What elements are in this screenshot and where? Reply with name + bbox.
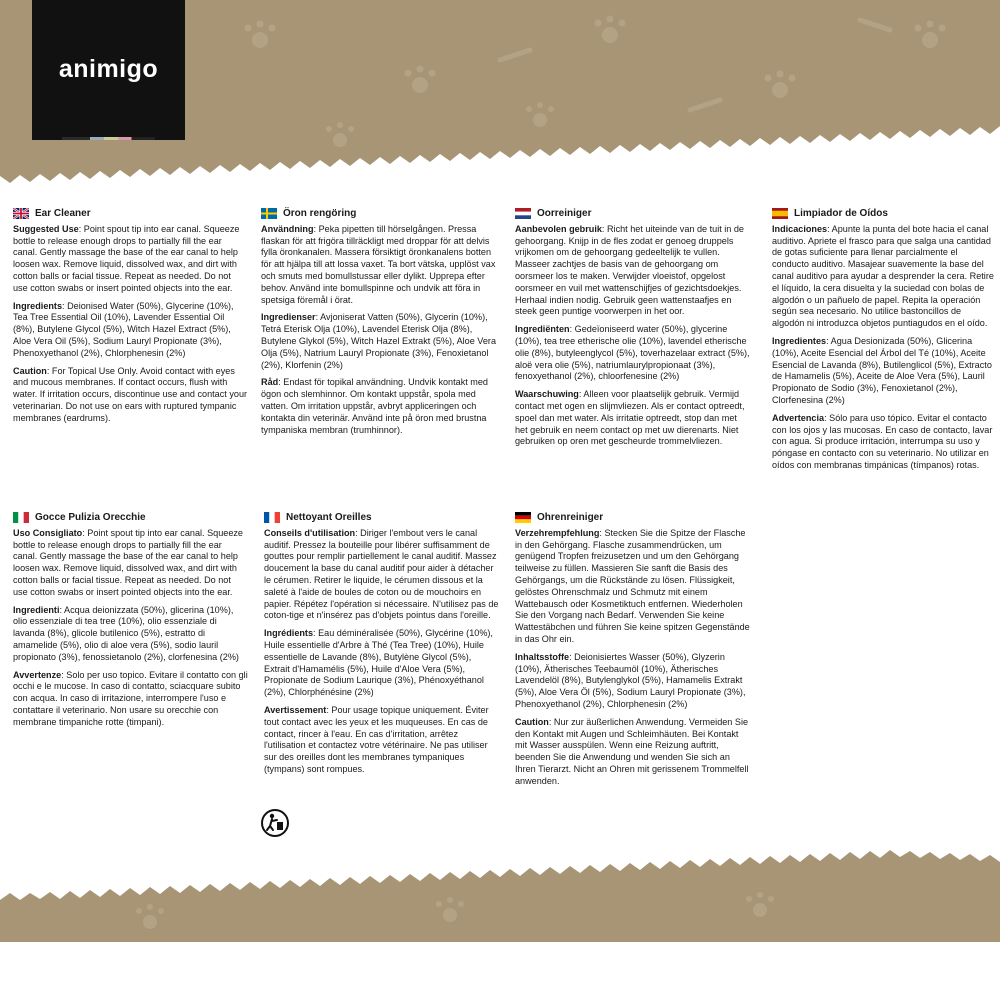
ingredients-paragraph: Ingredienser: Avjoniserat Vatten (50%), Glycerin (10%), Tetrá Eterisk Olja (10%), Lavendel Eterisk Olja (8%), Butylene Glykol (5%), Witch Hazel Extrakt (5%), Aloe Vera Olja (5%), Natrium Lauryl Propionate (3%), Fenoxietanol (2%), Klorfenin (2%) [261, 312, 497, 370]
caution-text: Pour usage topique uniquement. Éviter tout contact avec les yeux et les muqueuses. En cas de contact, rincer à l'eau. En cas d'irritation, arrêtez l'utilisation et contactez votre vétérinaire. Ne pas utiliser sur des oreilles dont les membranes tympaniques (tympans) sont rompues. [264, 704, 489, 774]
italy-flag-icon [13, 512, 29, 523]
usage-label: Aanbevolen gebruik [515, 223, 602, 234]
usage-label: Användning [261, 223, 314, 234]
usage-text: Point spout tip into ear canal. Squeeze bottle to release enough drops to partially fill the ear canal. Gently massage the base of the ear canal to help loosen wax. Remove liquid, dissolved wax, and dirt with cotton balls or facial tissue. Repeat as needed. Do not use cotton swabs or insert pointed objects into the ear. [13, 527, 243, 597]
ingredients-text: Deionisiertes Wasser (50%), Glyzerin (10%), Ätherisches Teebaumöl (10%), Ätherisches Lavendelöl (8%), Butylenglykol (5%), Hamamelis Extrakt (5%), Aloe Vera Öl (5%), Sodium Lauryl Propionate (3%), Phenoxyethanol (2%), Chlorphenesin (2%) [515, 651, 746, 709]
section-heading [772, 208, 994, 220]
usage-label: Indicaciones [772, 223, 828, 234]
section-ear-cleaner-es [772, 208, 994, 478]
usage-text: Point spout tip into ear canal. Squeeze bottle to release enough drops to partially fill the ear canal. Gently massage the base of the ear canal to help loosen wax. Remove liquid, dissolved wax, and dirt with cotton balls or facial tissue. Repeat as needed. Do not use cotton swabs or insert pointed objects into the ear. [13, 223, 240, 293]
usage-paragraph: Conseils d'utilisation: Diriger l'embout vers le canal auditif. Pressez la bouteille pour libérer suffisamment de gouttes pour remplir partiellement le canal auditif. Massez doucement la base du canal auditif pour aider à détacher le cérumen. Retirer le liquide, le cérumen dissous et la saleté à l'aide de boules de coton ou de mouchoirs en papier. Répétez l'opération si nécessaire. N'utilisez pas de coton-tige et n'insérez pas d'objets pointus dans l'oreille. [264, 527, 499, 621]
section-ear-cleaner-de [515, 512, 750, 794]
caution-label: Råd [261, 377, 279, 388]
usage-text: Richt het uiteinde van de tuit in de gehoorgang. Knijp in de fles zodat er genoeg druppels vrijkomen om de gehoorgang gedeeltelijk te vullen. Masseer zachtjes de basis van de gehoorgang om oorsmeer los te maken. Verwijder vloeistof, opgelost oorsmeer en vuil met wattenschijfjes of gezichtsdoekjes. Herhaal indien nodig. Gebruik geen wattenstaafjes en steek geen puntige voorwerpen in het oor. [515, 223, 744, 317]
section-ear-cleaner-nl [515, 208, 750, 454]
usage-text: Diriger l'embout vers le canal auditif. Pressez la bouteille pour libérer suffisamment de gouttes pour remplir partiellement le canal auditif. Massez doucement la base du canal auditif pour aider à détacher le cérumen. Retirer le liquide, le cérumen dissous et la saleté à l'aide de boules de coton ou de mouchoirs en papier. Répétez l'opération si nécessaire. N'utilisez pas de coton-tige et n'insérez pas d'objets pointus dans l'oreille. [264, 527, 499, 621]
usage-text: Apunte la punta del bote hacia el canal auditivo. Apriete el frasco para que salga una cantidad de gotas suficiente para llenar parcialmente el conducto auditivo. Masajear suavemente la base del canal auditivo para ayudar a desprender la cera. Retire el líquido, la cera disuelta y la suciedad con bolas de algodón o un pañuelo de papel. Repita la operación según sea necesario. No utilice bastoncillos de algodón ni introduzca objetos puntiagudos en el oído. [772, 223, 994, 329]
caution-text: Nur zur äußerlichen Anwendung. Vermeiden Sie den Kontakt mit Augen und Schleimhäuten. Bei Kontakt mit Wasser ausspülen. Wenn eine Reizung auftritt, beenden Sie die Anwendung und wenden Sie sich an Ihren Tierarzt. Nicht an Ohren mit gerissenem Trommelfell anwenden. [515, 716, 749, 786]
dispose-responsibly-icon [260, 808, 290, 838]
section-title: Ear Cleaner [35, 208, 91, 219]
ingredients-text: Gedeïoniseerd water (50%), glycerine (10%), tea tree etherische olie (10%), lavendel etherische olie (8%), butyleenglycol (5%), toverhazelaar extract (5%), aloë vera olie (5%), natriumlaurylpropionaat (3%), fenoxyethanol (2%), chloorfenesine (2%) [515, 324, 750, 382]
usage-paragraph: Verzehrempfehlung: Stecken Sie die Spitze der Flasche in den Gehörgang. Flasche zusammendrücken, um genügend Tropfen freizusetzen und um den Gehörgang teilweise zu füllen. Massieren Sie sanft die Basis des Gehörgangs, um die Rückstände zu lösen. Flüssigkeit, gelöstes Ohrenschmalz und Schmutz mit einem Wattebausch oder Kosmetiktuch entfernen. Wiederholen Sie den Vorgang nach Bedarf. Verwenden Sie keine Wattestäbchen und führen Sie keine spitzen Gegenstände in das Ohr ein. [515, 527, 750, 644]
caution-paragraph: Råd: Endast för topikal användning. Undvik kontakt med ögon och slemhinnor. Om kontakt uppstår, spola med vatten. Om irritation uppstår, avbryt appliceringen och kontakta din veterinär. Använd inte på öron med brustna tympaniska membran (trumhinnor). [261, 377, 488, 435]
caution-text: Alleen voor plaatselijk gebruik. Vermijd contact met ogen en slijmvliezen. Als er contact optreedt, spoel dan met water. Als irritatie optreedt, stop dan met het gebruik en neem contact op met uw dierenarts. Niet gebruiken op oren met gescheurde trommelvliezen. [515, 389, 745, 447]
ingredients-label: Ingrediënten [515, 324, 570, 335]
caution-text: Endast för topikal användning. Undvik kontakt med ögon och slemhinnor. Om kontakt uppstår, spola med vatten. Om irritation uppstår, avbryt appliceringen och kontakta din veterinär. Använd inte på öron med brustna tympaniska membran (trumhinnor). [261, 377, 488, 435]
caution-label: Caution [13, 365, 47, 376]
ingredients-label: Inhaltsstoffe [515, 651, 570, 662]
ingredients-text: Avjoniserat Vatten (50%), Glycerin (10%), Tetrá Eterisk Olja (10%), Lavendel Eterisk Olja (8%), Butylene Glykol (5%), Witch Hazel Extrakt (5%), Aloe Vera Olja (5%), Natrium Lauryl Propionate (3%), Fenoxietanol (2%), Klorfenin (2%) [261, 312, 497, 370]
section-heading [13, 512, 248, 524]
section-heading [264, 512, 499, 524]
ingredients-paragraph: Inhaltsstoffe: Deionisiertes Wasser (50%), Glyzerin (10%), Ätherisches Teebaumöl (10%), Ätherisches Lavendelöl (8%), Butylenglykol (5%), Hamamelis Extrakt (5%), Aloe Vera Öl (5%), Sodium Lauryl Propionate (3%), Phenoxyethanol (2%), Chlorphenesin (2%) [515, 651, 746, 709]
logo-color-stripe [62, 137, 155, 140]
caution-paragraph: Avvertenze: Solo per uso topico. Evitare il contatto con gli occhi e le mucose. In caso di contatto, sciacquare subito con acqua. In caso di irritazione, interrompere l'uso e contattare il veterinario. Non usare su orecchie con membrane timpaniche rotte (timpani). [13, 669, 248, 727]
ingredients-label: Ingrédients [264, 628, 314, 639]
section-title: Limpiador de Oídos [794, 208, 888, 219]
usage-label: Uso Consigliato [13, 527, 83, 538]
caution-paragraph: Waarschuwing: Alleen voor plaatselijk gebruik. Vermijd contact met ogen en slijmvliezen. Als er contact optreedt, spoel dan met water. Als irritatie optreedt, stop dan met het gebruik en neem contact op met uw dierenarts. Niet gebruiken op oren met gescheurde trommelvliezen. [515, 389, 745, 447]
germany-flag-icon [515, 512, 531, 523]
ingredients-text: Acqua deionizzata (50%), glicerina (10%), olio essenziale di tea tree (10%), olio essenziale di lavanda (8%), glicole butilenico (5%), estratto di amamelide (5%), olio di aloe vera (5%), sodio lauril propionato (3%), fenossietanolo (2%), clorfenesina (2%) [13, 604, 239, 662]
usage-text: Peka pipetten till hörselgången. Pressa flaskan för att frigöra tillräckligt med droppar för att delvis fylla öronkanalen. Massera försiktigt öronkanalens botten för att hjälpa till att lossa vaxet. Ta bort vätska, upplöst vax och smuts med bomullstussar eller dylikt. Upprepa efter behov. Använd inte bomullspinne och undvik att föra in spetsiga föremål i örat. [261, 223, 496, 305]
section-heading [515, 512, 750, 524]
section-title: Oorreiniger [537, 208, 592, 219]
section-title: Ohrenreiniger [537, 512, 604, 523]
section-heading [13, 208, 248, 220]
usage-label: Suggested Use [13, 223, 79, 234]
ingredients-paragraph: Ingrediënten: Gedeïoniseerd water (50%), glycerine (10%), tea tree etherische olie (10%), lavendel etherische olie (8%), butyleenglycol (5%), toverhazelaar extract (5%), aloë vera olie (5%), natriumlaurylpropionaat (3%), fenoxyethanol (2%), chloorfenesine (2%) [515, 324, 750, 382]
ingredients-label: Ingredientes [772, 335, 827, 346]
usage-paragraph: Aanbevolen gebruik: Richt het uiteinde van de tuit in de gehoorgang. Knijp in de fles zodat er genoeg druppels vrijkomen om de gehoorgang gedeeltelijk te vullen. Masseer zachtjes de basis van de gehoorgang om oorsmeer los te maken. Verwijder vloeistof, opgelost oorsmeer en vuil met wattenschijfjes of gezichtsdoekjes. Herhaal indien nodig. Gebruik geen wattenstaafjes en steek geen puntige voorwerpen in het oor. [515, 223, 744, 317]
uk-flag-icon [13, 208, 29, 219]
ingredients-label: Ingredienser [261, 312, 316, 323]
usage-paragraph: Användning: Peka pipetten till hörselgången. Pressa flaskan för att frigöra tillräckligt med droppar för att delvis fylla öronkanalen. Massera försiktigt öronkanalens botten för att hjälpa till att lossa vaxet. Ta bort vätska, upplöst vax och smuts med bomullstussar eller dylikt. Upprepa efter behov. Använd inte bomullspinne och undvik att föra in spetsiga föremål i örat. [261, 223, 496, 305]
section-ear-cleaner-fr [264, 512, 499, 782]
ingredients-paragraph: Ingredientes: Agua Desionizada (50%), Glicerina (10%), Aceite Esencial del Árbol del Té (10%), Aceite Esencial de Lavanda (8%), Butilenglicol (5%), Extracto de Hamamelis (5%), Aceite de Aloe Vera (5%), Lauril Propionato de Sodio (3%), Fenoxietanol (2%), Clorfenesina (2%) [772, 335, 992, 405]
section-heading [515, 208, 750, 220]
caution-text: Sólo para uso tópico. Evitar el contacto con los ojos y las mucosas. En caso de contacto, lavar con agua. Si produce irritación, interrumpa su uso y póngase en contacto con su veterinario. No utilizar en oídos con membranas timpánicas (tímpanos) rotas. [772, 412, 993, 470]
usage-paragraph: Suggested Use: Point spout tip into ear canal. Squeeze bottle to release enough drops to partially fill the ear canal. Gently massage the base of the ear canal to help loosen wax. Remove liquid, dissolved wax, and dirt with cotton balls or facial tissue. Repeat as needed. Do not use cotton swabs or insert pointed objects into the ear. [13, 223, 240, 293]
section-title: Öron rengöring [283, 208, 357, 219]
caution-text: For Topical Use Only. Avoid contact with eyes and mucous membranes. If contact occurs, flush with water. If irritation occurs, discontinue use and contact your veterinarian. Do not use on ears with ruptured tympanic membranes (eardrums). [13, 365, 248, 423]
usage-paragraph: Indicaciones: Apunte la punta del bote hacia el canal auditivo. Apriete el frasco para que salga una cantidad de gotas suficiente para llenar parcialmente el conducto auditivo. Masajear suavemente la base del canal auditivo para ayudar a desprender la cera. Retire el líquido, la cera disuelta y la suciedad con bolas de algodón o un pañuelo de papel. Repita la operación según sea necesario. No utilice bastoncillos de algodón ni introduzca objetos puntiagudos en el oído. [772, 223, 994, 329]
caution-label: Avertissement [264, 704, 327, 715]
caution-label: Waarschuwing [515, 389, 579, 400]
caution-paragraph: Avertissement: Pour usage topique uniquement. Éviter tout contact avec les yeux et les muqueuses. En cas de contact, rincer à l'eau. En cas d'irritation, arrêtez l'utilisation et contactez votre vétérinaire. Ne pas utiliser sur des oreilles dont les membranes tympaniques (tympans) sont rompues. [264, 704, 489, 774]
section-title: Nettoyant Oreilles [286, 512, 372, 523]
ingredients-paragraph: Ingredienti: Acqua deionizzata (50%), glicerina (10%), olio essenziale di tea tree (10%), olio essenziale di lavanda (8%), glicole butilenico (5%), estratto di amamelide (5%), olio di aloe vera (5%), sodio lauril propionato (3%), fenossietanolo (2%), clorfenesina (2%) [13, 604, 239, 662]
ingredients-paragraph: Ingrédients: Eau déminéralisée (50%), Glycérine (10%), Huile essentielle d'Arbre à Thé (Tea Tree) (10%), Huile essentielle de Lavande (8%), Butylène Glycol (5%), Extrait d'Hamamélis (5%), Huile d'Aloe Vera (5%), Propionate de Sodium Laurique (3%), Phénoxyéthanol (2%), Chlorphénésine (2%) [264, 628, 493, 698]
section-title: Gocce Pulizia Orecchie [35, 512, 146, 523]
caution-text: Solo per uso topico. Evitare il contatto con gli occhi e le mucose. In caso di contatto, sciacquare subito con acqua. In caso di irritazione, interrompere l'uso e contattare il veterinario. Non usare su orecchie con membrane timpaniche rotte (timpani). [13, 669, 248, 727]
ingredients-label: Ingredients [13, 300, 63, 311]
ingredients-text: Eau déminéralisée (50%), Glycérine (10%), Huile essentielle d'Arbre à Thé (Tea Tree) (10%), Huile essentielle de Lavande (8%), Butylène Glycol (5%), Extrait d'Hamamélis (5%), Huile d'Aloe Vera (5%), Propionate de Sodium Laurique (3%), Phénoxyéthanol (2%), Chlorphénésine (2%) [264, 628, 493, 698]
caution-paragraph: Caution: Nur zur äußerlichen Anwendung. Vermeiden Sie den Kontakt mit Augen und Schleimhäuten. Bei Kontakt mit Wasser ausspülen. Wenn eine Reizung auftritt, beenden Sie die Anwendung und wenden Sie sich an Ihren Tierarzt. Nicht an Ohren mit gerissenem Trommelfell anwenden. [515, 716, 749, 786]
caution-label: Caution [515, 716, 549, 727]
usage-label: Conseils d'utilisation [264, 527, 356, 538]
brand-logo [32, 0, 185, 140]
section-ear-cleaner-en [13, 208, 248, 431]
usage-text: Stecken Sie die Spitze der Flasche in den Gehörgang. Flasche zusammendrücken, um genügend Tropfen freizusetzen und um den Gehörgang teilweise zu füllen. Massieren Sie sanft die Basis des Gehörgangs, um die Rückstände zu lösen. Flüssigkeit, gelöstes Ohrenschmalz und Schmutz mit einem Wattebausch oder Kosmetiktuch entfernen. Wiederholen Sie den Vorgang nach Bedarf. Verwenden Sie keine Wattestäbchen und führen Sie keine spitzen Gegenstände in das Ohr ein. [515, 527, 750, 644]
ingredients-text: Deionised Water (50%), Glycerine (10%), Tea Tree Essential Oil (10%), Lavender Essential Oil (8%), Butylene Glycol (5%), Witch Hazel Extract (5%), Aloe Vera Oil (5%), Sodium Lauryl Propionate (3%), Phenoxyethanol (2%), Chlorphenesin (2%) [13, 300, 234, 358]
ingredients-label: Ingredienti [13, 604, 60, 615]
caution-paragraph: Caution: For Topical Use Only. Avoid contact with eyes and mucous membranes. If contact occurs, flush with water. If irritation occurs, discontinue use and contact your veterinarian. Do not use on ears with ruptured tympanic membranes (eardrums). [13, 365, 248, 423]
section-ear-cleaner-sv [261, 208, 496, 442]
ingredients-text: Agua Desionizada (50%), Glicerina (10%), Aceite Esencial del Árbol del Té (10%), Aceite Esencial de Lavanda (8%), Butilenglicol (5%), Extracto de Hamamelis (5%), Aceite de Aloe Vera (5%), Lauril Propionato de Sodio (3%), Fenoxietanol (2%), Clorfenesina (2%) [772, 335, 992, 405]
caution-label: Avvertenze [13, 669, 62, 680]
caution-paragraph: Advertencia: Sólo para uso tópico. Evitar el contacto con los ojos y las mucosas. En caso de contacto, lavar con agua. Si produce irritación, interrumpa su uso y póngase en contacto con su veterinario. No utilizar en oídos con membranas timpánicas (tímpanos) rotas. [772, 412, 993, 470]
caution-label: Advertencia [772, 412, 825, 423]
usage-paragraph: Uso Consigliato: Point spout tip into ear canal. Squeeze bottle to release enough drops to partially fill the ear canal. Gently massage the base of the ear canal to help loosen wax. Remove liquid, dissolved wax, and dirt with cotton balls or facial tissue. Repeat as needed. Do not use cotton swabs or insert pointed objects into the ear. [13, 527, 243, 597]
section-heading [261, 208, 496, 220]
ingredients-paragraph: Ingredients: Deionised Water (50%), Glycerine (10%), Tea Tree Essential Oil (10%), Lavender Essential Oil (8%), Butylene Glycol (5%), Witch Hazel Extract (5%), Aloe Vera Oil (5%), Sodium Lauryl Propionate (3%), Phenoxyethanol (2%), Chlorphenesin (2%) [13, 300, 234, 358]
sweden-flag-icon [261, 208, 277, 219]
usage-label: Verzehrempfehlung [515, 527, 600, 538]
france-flag-icon [264, 512, 280, 523]
bottom-paw-pattern-band [0, 850, 1000, 950]
brand-logo-text: animigo [58, 55, 159, 83]
spain-flag-icon [772, 208, 788, 219]
netherlands-flag-icon [515, 208, 531, 219]
section-ear-cleaner-it [13, 512, 248, 735]
